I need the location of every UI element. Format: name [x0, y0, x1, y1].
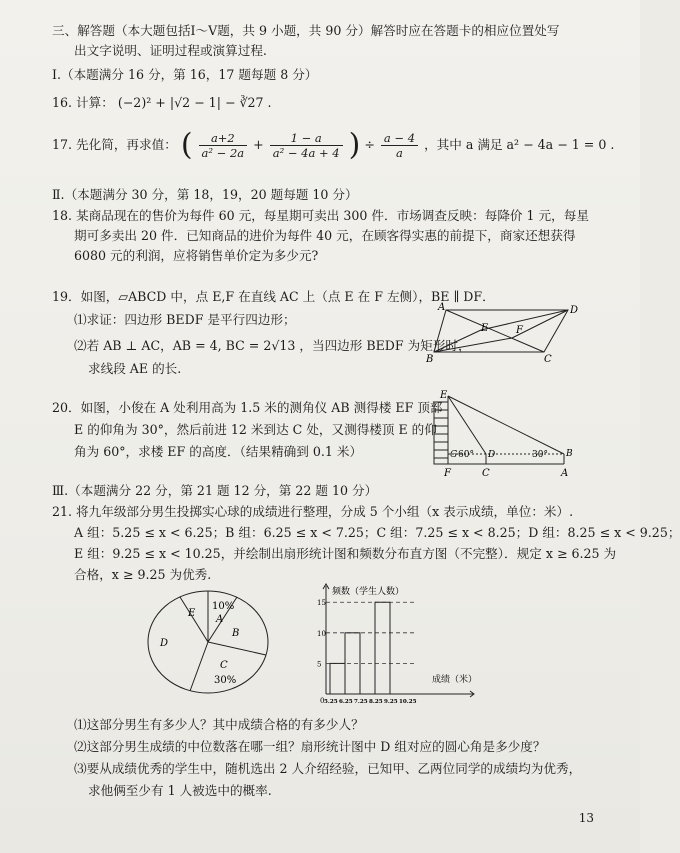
pie-label-B: B [232, 628, 240, 639]
histogram-ytick-label: 15 [317, 599, 326, 608]
section-header-line1: 三、解答题（本大题包括Ⅰ～Ⅴ题，共 9 小题，共 90 分）解答时应在答题卡的相应位置处写 [52, 23, 560, 38]
q19-line4: 求线段 AE 的长. [88, 361, 182, 376]
pie-chart [138, 588, 278, 698]
q20-line1: 20．如图，小俊在 A 处利用高为 1.5 米的测角仪 AB 测得楼 EF 顶部 [52, 400, 443, 415]
q17-frac3-den: a [396, 146, 403, 160]
pie-label-D: D [160, 638, 169, 649]
q18-line1: 18. 某商品现在的售价为每件 60 元，每星期可卖出 300 件．市场调查反映：每降价 1 元，每星 [52, 208, 589, 223]
q20-line2: E 的仰角为 30°，然后前进 12 米到达 C 处，又测得楼顶 E 的仰 [74, 422, 437, 437]
histogram-xlabel: 成绩（米） [432, 675, 478, 685]
q16-expression: (−2)² + |√2 − 1| − ∛27 . [117, 95, 272, 110]
q19-line2: ⑴求证：四边形 BEDF 是平行四边形； [74, 312, 296, 327]
pie-label-30pct: 30% [214, 675, 237, 686]
q17-frac1 [199, 131, 248, 160]
pie-label-E: E [188, 608, 196, 619]
q16-label: 16. 计算： [52, 95, 114, 110]
fig20-label-F: F [444, 468, 451, 479]
q17-frac3-num: a − 4 [381, 131, 418, 146]
q17-prefix: 17. 先化简，再求值： [52, 137, 177, 152]
q17-frac1-num: a+2 [199, 131, 248, 146]
q17-plus: + [253, 137, 264, 152]
histogram-ylabel: 频数（学生人数） [332, 587, 405, 597]
q21-sub3a: ⑶要从成绩优秀的学生中，随机选出 2 人介绍经验，已知甲、乙两位同学的成绩均为优秀， [74, 761, 582, 776]
part2-title: Ⅱ.（本题满分 30 分，第 18，19，20 题每题 10 分） [52, 187, 358, 202]
fig20-label-A: A [561, 468, 569, 479]
q17-div: ÷ [364, 137, 375, 152]
q16 [52, 94, 272, 111]
histogram-bar [330, 663, 345, 694]
histogram-xtick-label: 9.25 [384, 699, 398, 705]
section-header-line2: 出文字说明、证明过程或演算过程. [74, 43, 267, 58]
right-paren: ) [348, 127, 361, 163]
histogram-xtick-label: 8.25 [369, 699, 383, 705]
q21-line4: 合格，x ≥ 9.25 为优秀. [74, 567, 212, 582]
histogram-xtick-label: 7.25 [354, 699, 368, 705]
fig19-parallelogram [426, 300, 579, 366]
pie-label-A: A [216, 614, 224, 625]
q19-line3: ⑵若 AB ⊥ AC，AB = 4, BC = 2√13 ，当四边形 BEDF 为矩形时， [74, 338, 471, 353]
q21-line1: 21. 将九年级部分男生投掷实心球的成绩进行整理，分成 5 个小组（x 表示成绩，单位：米）. [52, 504, 574, 519]
pie-label-C: C [220, 660, 228, 671]
fig19-label-B: B [426, 354, 434, 365]
left-paren: ( [180, 127, 193, 163]
q17-frac2-den: a² − 4a + 4 [272, 146, 340, 160]
fig20-label-B: B [566, 449, 573, 459]
fig19-label-A: A [438, 302, 446, 313]
q20-line3: 角为 60°，求楼 EF 的高度．（结果精确到 0.1 米） [74, 444, 363, 459]
part3-title: Ⅲ.（本题满分 22 分，第 21 题 12 分，第 22 题 10 分） [52, 483, 378, 498]
pie-sector-line-b [208, 642, 266, 655]
fig20-angle30: 30° [532, 450, 548, 460]
histogram-bar [375, 602, 390, 694]
q21-sub3b: 求他俩至少有 1 人被选中的概率. [88, 783, 272, 798]
pie-label-10pct: 10% [212, 601, 235, 612]
pie-sector-line-c [190, 642, 208, 691]
fig20-label-D: D [488, 450, 496, 460]
q21-sub1: ⑴这部分男生有多少人？其中成绩合格的有多少人？ [74, 717, 364, 732]
q17-frac2-num: 1 − a [270, 131, 343, 146]
q17 [52, 128, 614, 162]
frequency-histogram [308, 582, 478, 710]
fig19-label-D: D [570, 305, 579, 316]
q17-frac3 [381, 131, 418, 160]
histogram-xtick-label: 6.25 [339, 699, 353, 705]
histogram-xtick-label: 5.25 [324, 699, 338, 705]
histogram-xtick-label: 10.25 [399, 699, 417, 705]
q21-line3: E 组：9.25 ≤ x < 10.25，并绘制出扇形统计图和频数分布直方图（不完整）．规定 x ≥ 6.25 为 [74, 546, 617, 561]
fig20-angle60: 60° [458, 450, 474, 460]
q18-line3: 6080 元的利润，应将销售单价定为多少元? [74, 248, 319, 263]
pie-sector-line-d [180, 597, 208, 642]
part1-title: Ⅰ.（本题满分 16 分，第 16，17 题每题 8 分） [52, 67, 318, 82]
fig20-label-C: C [482, 468, 490, 479]
q17-frac2 [270, 131, 343, 160]
fig19-label-F: F [516, 325, 523, 336]
fig20-building [424, 388, 574, 480]
fig19-label-E: E [481, 323, 489, 334]
fig20-label-G: G [450, 450, 458, 460]
q19-line1: 19．如图，▱ABCD 中，点 E,F 在直线 AC 上（点 E 在 F 左侧），BE ∥ DF． [52, 289, 495, 304]
fig19-label-C: C [544, 354, 552, 365]
histogram-origin: 0 [320, 697, 325, 705]
page-number: 13 [578, 811, 594, 825]
histogram-ytick-label: 5 [317, 660, 322, 669]
q17-suffix: ，其中 a 满足 a² − 4a − 1 = 0 . [424, 137, 615, 152]
q18-line2: 期可多卖出 20 件．已知商品的进价为每件 40 元，在顾客得实惠的前提下，商家还想获得 [74, 228, 576, 243]
q21-line2: A 组：5.25 ≤ x < 6.25；B 组：6.25 ≤ x < 7.25；C 组：7.25 ≤ x < 8.25；D 组：8.25 ≤ x < 9.25； [74, 525, 680, 540]
fig20-label-E: E [440, 390, 448, 401]
q21-sub2: ⑵这部分男生成绩的中位数落在哪一组？扇形统计图中 D 组对应的圆心角是多少度？ [74, 739, 546, 754]
histogram-ytick-label: 10 [317, 629, 326, 638]
q17-frac1-den: a² − 2a [201, 146, 245, 160]
